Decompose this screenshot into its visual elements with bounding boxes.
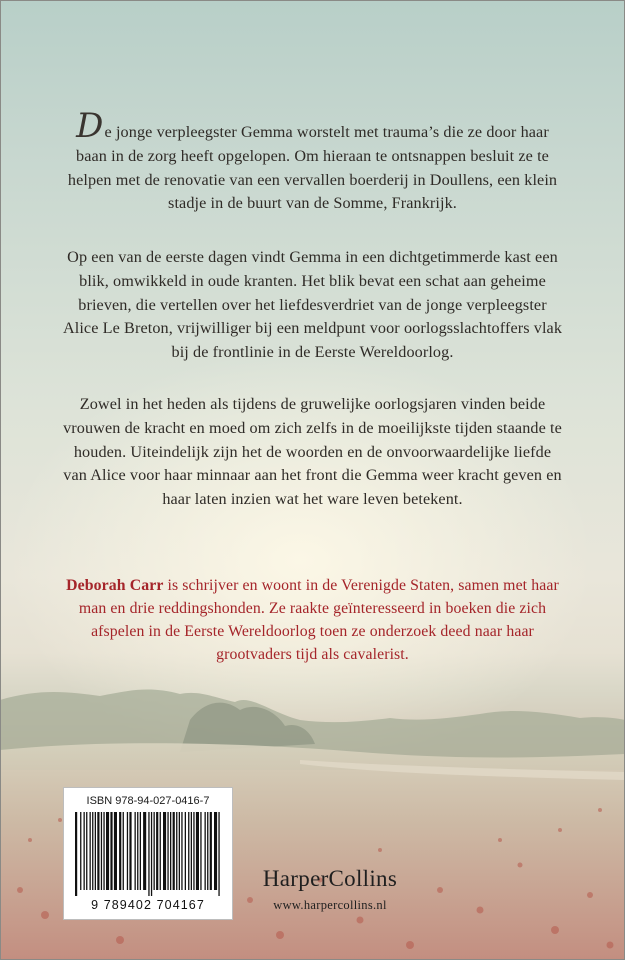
author-bio-text: is schrijver en woont in de Verenigde Staten, samen met haar man en drie reddingshonden. Ze raakte geïnteresseerd in boeken die zich afspelen in de Eerste Wereldoorlog toen ze onderzoek deed naar haar grootvaders tijd als cavalerist. [78, 577, 559, 663]
author-bio [60, 574, 565, 666]
barcode-panel [63, 787, 233, 920]
barcode-icon [73, 812, 223, 896]
blurb-paragraph-1-text: e jonge verpleegster Gemma worstelt met trauma’s die ze door haar baan in de zorg heeft opgelopen. Om hieraan te ontsnappen besluit ze te helpen met de renovatie van een vervallen boerderij in Doullens, een klein stadje in de buurt van de Somme, Frankrijk. [67, 123, 558, 213]
barcode-digits: 9 789402 704167 [91, 898, 205, 912]
blurb-paragraph-3: Zowel in het heden als tijdens de gruwelijke oorlogsjaren vinden beide vrouwen de kracht en moed om zich zelfs in de moeilijkste tijden staande te houden. Uiteindelijk zijn het de woorden en de onvoorwaardelijke liefde van Alice voor haar minnaar aan het front die Gemma weer kracht geven en haar laten inzien wat het ware leven betekent. [63, 395, 562, 509]
blurb-paragraph-2: Op een van de eerste dagen vindt Gemma in een dichtgetimmerde kast een blik, omwikkeld in oude kranten. Het blik bevat een schat aan geheime brieven, die vertellen over het liefdesverdriet van de jonge verpleegster Alice Le Breton, vrijwilliger bij een meldpunt voor oorlogsslachtoffers vlak bij de frontlinie in de Eerste Wereldoorlog. [62, 248, 563, 362]
publisher-logo: HarperCollins [262, 866, 398, 891]
isbn-label: ISBN 978-94-027-0416-7 [86, 795, 210, 807]
publisher-website: www.harpercollins.nl [273, 898, 387, 912]
author-name: Deborah Carr [66, 577, 164, 594]
drop-cap: D [76, 106, 104, 146]
blurb-paragraph-1 [60, 106, 565, 216]
